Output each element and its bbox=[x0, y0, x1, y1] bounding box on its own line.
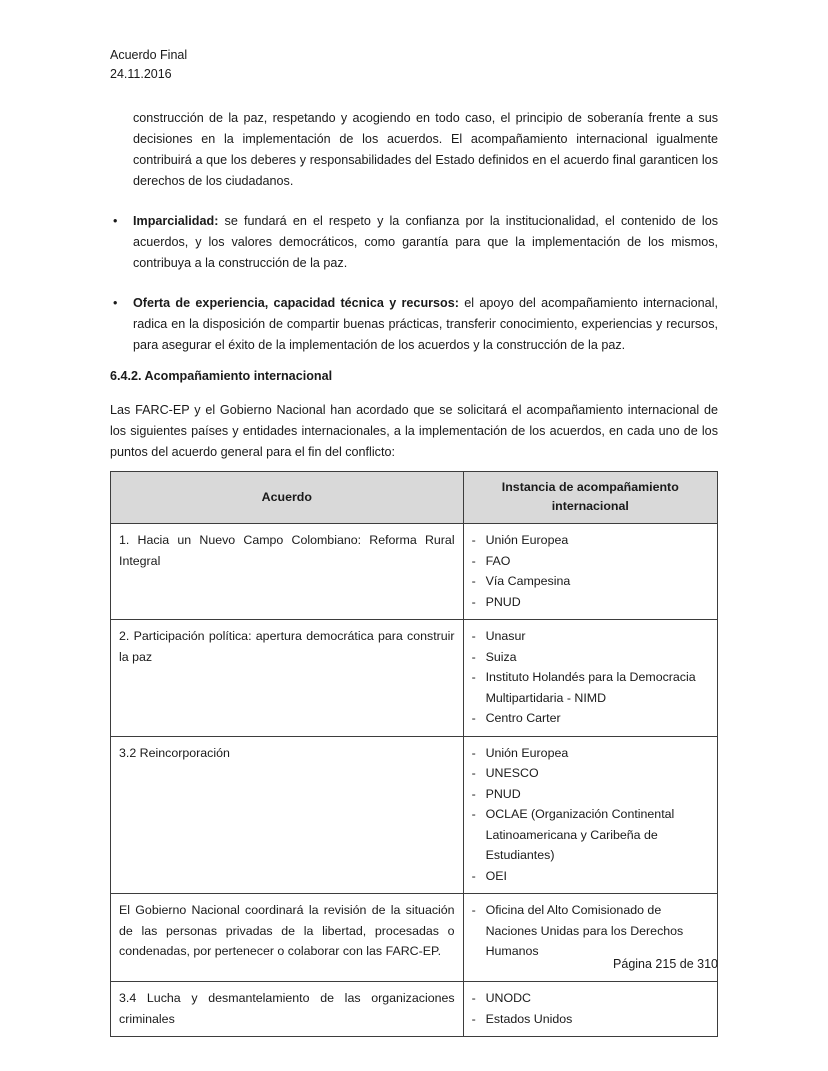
instancia-list bbox=[472, 988, 709, 1029]
document-header bbox=[110, 46, 187, 84]
bullet-dot-icon: • bbox=[113, 214, 118, 228]
list-item: - UNESCO bbox=[472, 763, 709, 784]
table-header-instancia: Instancia de acompañamiento internacional bbox=[463, 472, 717, 524]
instancia-list bbox=[472, 530, 709, 612]
table-cell-acuerdo: El Gobierno Nacional coordinará la revisión de la situación de las personas privadas de la libertad, procesadas o condenadas, por pertenecer o colaborar con las FARC-EP. bbox=[111, 894, 464, 982]
list-item: - Suiza bbox=[472, 647, 709, 668]
paragraph-continuation: construcción de la paz, respetando y acogiendo en todo caso, el principio de soberanía frente a sus decisiones en la implementación de los acuerdos. El acompañamiento internacional igualmente contribuirá a que los deberes y responsabilidades del Estado definidos en el acuerdo final garanticen los derechos de los ciudadanos. bbox=[133, 111, 718, 188]
document-date: 24.11.2016 bbox=[110, 67, 172, 81]
table-header-acuerdo: Acuerdo bbox=[111, 472, 464, 524]
instancia-list bbox=[472, 900, 709, 962]
instancia-list bbox=[472, 743, 709, 887]
list-item: - Centro Carter bbox=[472, 708, 709, 729]
document-title: Acuerdo Final bbox=[110, 48, 188, 62]
page-footer: Página 215 de 310 bbox=[613, 957, 718, 971]
list-item: - Unión Europea bbox=[472, 530, 709, 551]
list-item: - Estados Unidos bbox=[472, 1009, 709, 1030]
table-cell-acuerdo: 2. Participación política: apertura democrática para construir la paz bbox=[111, 620, 464, 737]
section-heading: 6.4.2. Acompañamiento internacional bbox=[110, 369, 333, 383]
bullet-text-imparcialidad bbox=[133, 211, 718, 274]
table-cell-instancia bbox=[463, 736, 717, 894]
bullet-body-imparcialidad: se fundará en el respeto y la confianza por la institucionalidad, el contenido de los acuerdos, y los valores democráticos, como garantía para que la implementación de los mismos, contribuya a la construcción de la paz. bbox=[133, 214, 718, 270]
table-cell-instancia bbox=[463, 982, 717, 1037]
table-cell-instancia bbox=[463, 524, 717, 620]
table-row bbox=[111, 620, 718, 737]
table-header-row bbox=[111, 472, 718, 524]
document-body bbox=[113, 108, 718, 356]
list-item: - Instituto Holandés para la Democracia Multipartidaria - NIMD bbox=[472, 667, 709, 708]
list-item: - Oficina del Alto Comisionado de Naciones Unidas para los Derechos Humanos bbox=[472, 900, 709, 962]
table-cell-acuerdo: 3.4 Lucha y desmantelamiento de las organizaciones criminales bbox=[111, 982, 464, 1037]
bullet-dot-icon: • bbox=[113, 296, 118, 310]
bullet-text-oferta bbox=[133, 293, 718, 356]
table-cell-acuerdo: 3.2 Reincorporación bbox=[111, 736, 464, 894]
list-item: - UNODC bbox=[472, 988, 709, 1009]
list-item: - OCLAE (Organización Continental Latinoamericana y Caribeña de Estudiantes) bbox=[472, 804, 709, 866]
bullet-item-oferta bbox=[113, 293, 718, 356]
table-cell-instancia bbox=[463, 620, 717, 737]
list-item: - Vía Campesina bbox=[472, 571, 709, 592]
list-item: - OEI bbox=[472, 866, 709, 887]
table-cell-acuerdo: 1. Hacia un Nuevo Campo Colombiano: Reforma Rural Integral bbox=[111, 524, 464, 620]
list-item: - Unión Europea bbox=[472, 743, 709, 764]
bullet-body-oferta: el apoyo del acompañamiento internacional, radica en la disposición de compartir buenas prácticas, transferir conocimiento, experiencias y recursos, para asegurar el éxito de la implementación de los acuerdos y la construcción de la paz. bbox=[133, 296, 718, 352]
bullet-lead-oferta: Oferta de experiencia, capacidad técnica y recursos: bbox=[133, 296, 459, 310]
table-row bbox=[111, 982, 718, 1037]
instancia-list bbox=[472, 626, 709, 729]
table-row bbox=[111, 524, 718, 620]
list-item: - FAO bbox=[472, 551, 709, 572]
list-item: - PNUD bbox=[472, 784, 709, 805]
list-item: - PNUD bbox=[472, 592, 709, 613]
table-row bbox=[111, 736, 718, 894]
acompanamiento-table bbox=[110, 471, 718, 1037]
intro-paragraph: Las FARC-EP y el Gobierno Nacional han acordado que se solicitará el acompañamiento internacional de los siguientes países y entidades internacionales, a la implementación de los acuerdos, en cada uno de los puntos del acuerdo general para el fin del conflicto: bbox=[110, 403, 718, 459]
bullet-lead-imparcialidad: Imparcialidad: bbox=[133, 214, 219, 228]
bullet-item-imparcialidad bbox=[113, 211, 718, 274]
list-item: - Unasur bbox=[472, 626, 709, 647]
